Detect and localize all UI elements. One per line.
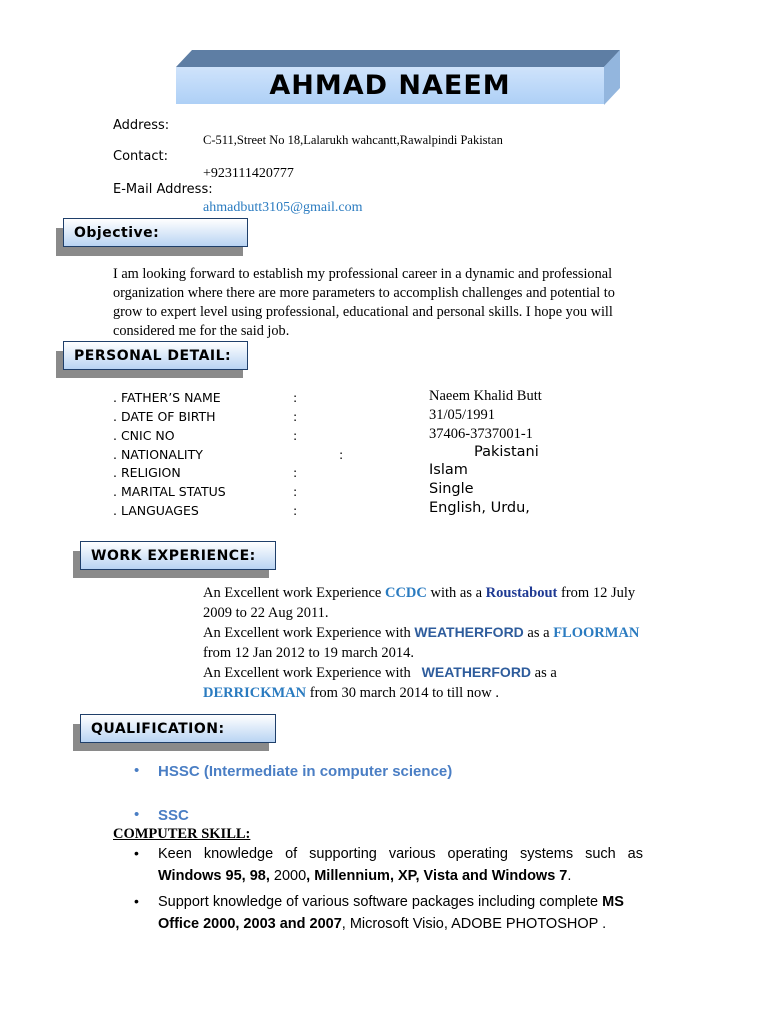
pd-row-dob <box>113 407 673 426</box>
email-label: E-Mail Address: <box>113 182 213 197</box>
pd-colon: : <box>293 503 298 518</box>
pd-row-religion <box>113 463 673 482</box>
pd-key: . RELIGION <box>113 465 181 480</box>
work-line-2: 2009 to 22 Aug 2011. <box>203 604 329 621</box>
objective-text: I am looking forward to establish my professional career in a dynamic and professional organization where there are more parameters to accomplish challenges and potential to grow to expert level using professional, educational and personal skills. I hope you will considered me for the said job. <box>113 266 615 339</box>
pd-key: . LANGUAGES <box>113 503 199 518</box>
bullet-icon: • <box>134 845 139 861</box>
work-line-1: An Excellent work Experience CCDC with as a Roustabout from 12 July <box>203 585 636 601</box>
pd-colon: : <box>293 409 298 424</box>
pd-row-father <box>113 388 673 407</box>
pd-colon: : <box>293 390 298 405</box>
pd-value: Naeem Khalid Butt <box>429 388 542 404</box>
company-weatherford: WEATHERFORD <box>414 624 524 640</box>
pd-row-nationality <box>113 445 673 464</box>
role-roustabout: Roustabout <box>485 585 558 601</box>
name-banner <box>176 50 620 106</box>
company-ccdc: CCDC <box>384 585 427 601</box>
pd-key: . NATIONALITY <box>113 447 203 462</box>
pd-key: . CNIC NO <box>113 428 175 443</box>
work-line-6: DERRICKMAN from 30 march 2014 to till now . <box>203 684 500 701</box>
bullet-icon: • <box>134 893 139 909</box>
pd-row-languages <box>113 501 673 520</box>
pd-row-cnic <box>113 426 673 445</box>
qualification-heading: QUALIFICATION: <box>80 714 276 743</box>
email-link[interactable]: ahmadbutt3105@gmail.com <box>203 200 363 215</box>
address-label: Address: <box>113 118 170 133</box>
role-floorman: FLOORMAN <box>553 625 640 641</box>
personal-heading: PERSONAL DETAIL: <box>63 341 248 370</box>
bullet-icon: • <box>134 806 140 823</box>
qualification-item: HSSC (Intermediate in computer science) <box>158 763 453 780</box>
work-heading: WORK EXPERIENCE: <box>80 541 276 570</box>
pd-colon: : <box>339 447 344 462</box>
contact-value: +923111420777 <box>203 166 294 181</box>
pd-colon: : <box>293 465 298 480</box>
pd-colon: : <box>293 428 298 443</box>
pd-value: English, Urdu, <box>429 500 530 516</box>
role-derrickman: DERRICKMAN <box>203 684 307 701</box>
work-experience-text <box>203 584 673 703</box>
address-value: C-511,Street No 18,Lalarukh wahcantt,Rawalpindi Pakistan <box>203 133 503 147</box>
pd-row-marital <box>113 482 673 501</box>
company-weatherford: WEATHERFORD <box>421 664 532 680</box>
contact-label: Contact: <box>113 149 168 164</box>
pd-key: . DATE OF BIRTH <box>113 409 216 424</box>
skill-item-os: Keen knowledge of supporting various operating systems such as Windows 95, 98, 2000, Millennium, XP, Vista and Windows 7. <box>158 846 643 884</box>
computer-skill-heading: COMPUTER SKILL: <box>113 826 251 842</box>
work-line-4: from 12 Jan 2012 to 19 march 2014. <box>203 644 415 661</box>
work-line-5: An Excellent work Experience with WEATHERFORD as a <box>203 664 557 681</box>
pd-key: . MARITAL STATUS <box>113 484 226 499</box>
pd-value: Islam <box>429 462 468 478</box>
qualification-item: SSC <box>158 807 189 824</box>
objective-heading: Objective: <box>63 218 248 247</box>
pd-key: . FATHER’S NAME <box>113 390 221 405</box>
work-line-3: An Excellent work Experience with WEATHERFORD as a FLOORMAN <box>203 624 640 641</box>
pd-value: Pakistani <box>474 444 539 460</box>
pd-value: 31/05/1991 <box>429 407 496 423</box>
skill-item-software: Support knowledge of various software packages including complete MS Office 2000, 2003 and 2007, Microsoft Visio, ADOBE PHOTOSHOP . <box>158 894 624 932</box>
name-title: AHMAD NAEEM <box>176 67 604 104</box>
pd-value: Single <box>429 481 474 497</box>
pd-colon: : <box>293 484 298 499</box>
bullet-icon: • <box>134 762 140 779</box>
pd-value: 37406-3737001-1 <box>429 426 533 442</box>
